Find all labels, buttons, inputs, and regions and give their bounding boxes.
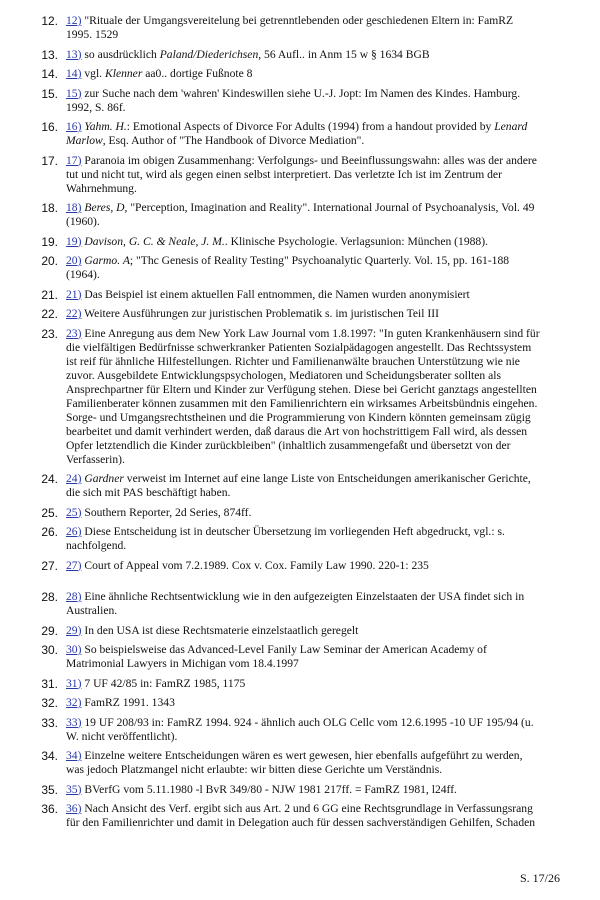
footnote-item	[0, 288, 600, 302]
footnote-text-segment: , Esq. Author of "The Handbook of Divorce Mediation".	[102, 134, 365, 147]
footnote-backlink[interactable]: 34)	[66, 749, 82, 762]
footnote-author-italic: Yahm. H.	[84, 120, 127, 133]
footnote-text-segment: verweist im Internet auf eine lange Liste von Entscheidungen amerikanischer Gerichte, die sich mit PAS beschäftigt haben.	[66, 472, 531, 499]
footnote-item	[0, 327, 600, 467]
footnote-text	[66, 716, 540, 744]
footnote-text-segment: so ausdrücklich	[81, 47, 160, 61]
footnote-backlink[interactable]: 21)	[66, 287, 82, 301]
footnote-item	[0, 677, 600, 691]
footnote-text	[66, 506, 540, 520]
footnote-text-segment: , "Perception, Imagination and Reality". International Journal of Psychoanalysis, Vol. 49 (1960).	[66, 201, 535, 228]
footnote-text	[66, 67, 540, 81]
footnote-text-segment: 19 UF 208/93 in: FamRZ 1994. 924 - ähnlich auch OLG Cellc vom 12.6.1995 -10 UF 195/94 (u. W. nicht veröffentlicht).	[66, 715, 534, 743]
footnote-text-segment: , 56 Aufl.. in Anm 15 w § 1634 BGB	[258, 47, 430, 61]
footnote-author-italic: Lenard Marlow	[66, 120, 528, 147]
footnote-item	[0, 201, 600, 229]
footnote-backlink[interactable]: 15)	[66, 86, 82, 100]
footnote-number: 16.	[41, 120, 58, 134]
footnote-text	[66, 643, 540, 671]
footnote-number: 26.	[41, 525, 58, 539]
footnote-number: 18.	[41, 201, 58, 215]
footnote-item	[0, 48, 600, 62]
footnote-text	[66, 201, 540, 229]
footnote-backlink[interactable]: 24)	[66, 472, 82, 485]
footnote-text-segment: Das Beispiel ist einem aktuellen Fall entnommen, die Namen wurden anonymisiert	[81, 287, 470, 301]
footnote-text-segment: vgl.	[81, 67, 105, 80]
footnote-backlink[interactable]: 27)	[66, 558, 82, 572]
footnote-number: 15.	[41, 86, 58, 101]
footnote-text-segment: Southern Reporter, 2d Series, 874ff.	[81, 505, 252, 519]
footnote-backlink[interactable]: 32)	[66, 696, 82, 709]
footnote-backlink[interactable]: 26)	[66, 525, 82, 538]
footnote-text-segment: : Emotional Aspects of Divorce For Adults (1994) from a handout provided by	[126, 120, 495, 133]
footnote-item	[0, 696, 600, 710]
footnote-text-segment: ; "Thc Genesis of Reality Testing" Psychoanalytic Quarterly. Vol. 15, pp. 161-188 (1964).	[66, 254, 510, 281]
footnote-text	[66, 525, 540, 553]
footnote-text	[66, 235, 540, 249]
footnote-item	[0, 67, 600, 81]
footnote-item	[0, 716, 600, 744]
footnote-item	[0, 14, 600, 42]
footnote-number: 12.	[41, 14, 58, 28]
footnote-number: 31.	[41, 676, 58, 691]
footnote-list	[0, 14, 600, 836]
footnote-number: 27.	[41, 558, 58, 573]
footnote-number: 19.	[41, 234, 58, 249]
footnote-text-segment: Nach Ansicht des Verf. ergibt sich aus Art. 2 und 6 GG eine Rechtsgrundlage in Verfassungsrang für den Familienrichter und damit in Delegation auch für dessen sachverständigen Gehilfen, Schaden	[66, 802, 536, 829]
footnote-text	[66, 559, 540, 573]
footnote-backlink[interactable]: 14)	[66, 67, 82, 80]
footnote-number: 28.	[41, 590, 58, 604]
footnote-text	[66, 48, 540, 62]
footnote-text-segment: BVerfG vom 5.11.1980 -l BvR 349/80 - NJW 1981 217ff. = FamRZ 1981, l24ff.	[81, 782, 457, 796]
footnote-text	[66, 677, 540, 691]
footnote-backlink[interactable]: 33)	[66, 715, 82, 729]
footnote-backlink[interactable]: 30)	[66, 643, 82, 656]
footnote-author-italic: Klenner	[104, 67, 143, 80]
footnote-item	[0, 783, 600, 797]
footnote-text-segment: Einzelne weitere Entscheidungen wären es wert gewesen, hier ebenfalls aufgeführt zu werden, was jedoch Platzmangel nicht erlaubte: wir bitten diese Gerichte um Verständnis.	[66, 749, 523, 776]
footnote-author-italic: Gardner	[84, 472, 124, 485]
footnote-text	[66, 254, 540, 282]
footnote-text-segment: . Klinische Psychologie. Verlagsunion: München (1988).	[224, 234, 488, 248]
footnote-text-segment: Diese Entscheidung ist in deutscher Übersetzung im vorliegenden Heft abgedruckt, vgl.: s. nachfolgend.	[66, 525, 505, 552]
footnote-item	[0, 254, 600, 282]
footnote-text	[66, 783, 540, 797]
footnote-item	[0, 307, 600, 321]
footnote-text-segment: Court of Appeal vom 7.2.1989. Cox v. Cox. Family Law 1990. 220-1: 235	[81, 558, 429, 572]
footnote-author-italic: Davison, G. C. & Neale, J. M.	[84, 234, 225, 248]
footnote-number: 30.	[41, 643, 58, 657]
footnote-backlink[interactable]: 16)	[66, 120, 82, 133]
footnote-backlink[interactable]: 12)	[66, 14, 82, 27]
footnote-number: 23.	[41, 326, 58, 341]
footnote-text-segment: Eine Anregung aus dem New York Law Journal vom 1.8.1997: "In guten Krankenhäusern sind für die vielfältigen Bedürfnisse schwerkranker Patienten Sozialpädagogen angestellt. Das Rechtssystem ist reif für ähnliche Hilfestellungen. Richter und Familienanwälte brauchen Unterstützung wie nie zuvor. Ausgebildete Entwicklungspsychologen, Mediatoren und Scheidungsberater sollten als Ansprechpartner für Eltern und Kinder zur Verfügung stehen. Diese bei Gericht ganztags angestellten Familienberater können zusammen mit den Familienrichtern ein wirksames Arbeitsbündnis eingehen. Sorge- und Umgangsrechtstheinen und die Programmierung von Kindern könnten gemeinsam zügig bearbeitet und damit verhindert werden, daß daraus die Art von hochstrittigem Fall wird, als dessen Opfer letztendlich die Kinder zurückbleiben" (inhaltlich zusammengefaßt und übersetzt von der Verfasserin).	[66, 326, 540, 466]
page-number: S. 17/26	[519, 871, 560, 885]
footnote-backlink[interactable]: 19)	[66, 234, 82, 248]
footnote-text	[66, 327, 540, 467]
footnote-item	[0, 87, 600, 115]
footnote-item	[0, 472, 600, 500]
footnote-item	[0, 120, 600, 148]
footnote-text	[66, 802, 540, 830]
footnote-number: 14.	[41, 67, 58, 81]
footnote-text	[66, 749, 540, 777]
footnote-text	[66, 87, 540, 115]
footnote-backlink[interactable]: 17)	[66, 153, 82, 167]
footnote-number: 35.	[41, 782, 58, 797]
footnote-text-segment: aa0.. dortige Fußnote 8	[142, 67, 253, 80]
footnote-number: 13.	[41, 47, 58, 62]
footnote-number: 22.	[41, 307, 58, 321]
footnote-backlink[interactable]: 20)	[66, 254, 82, 267]
footnote-item	[0, 525, 600, 553]
footnote-backlink[interactable]: 18)	[66, 201, 82, 214]
footnote-author-italic: Beres, D	[84, 201, 125, 214]
footnote-text-segment: zur Suche nach dem 'wahren' Kindeswillen siehe U.-J. Jopt: Im Namen des Kindes. Hamburg. 1992, S. 86f.	[66, 86, 521, 114]
footnote-backlink[interactable]: 31)	[66, 676, 82, 690]
footnote-text-segment: FamRZ 1991. 1343	[81, 696, 175, 709]
footnote-backlink[interactable]: 29)	[66, 623, 82, 637]
footnote-number: 17.	[41, 153, 58, 168]
footnote-item	[0, 643, 600, 671]
footnote-number: 24.	[41, 472, 58, 486]
footnote-text-segment: In den USA ist diese Rechtsmaterie einzelstaatlich geregelt	[81, 623, 359, 637]
footnote-number: 32.	[41, 696, 58, 710]
footnote-text	[66, 472, 540, 500]
footnote-backlink[interactable]: 35)	[66, 782, 82, 796]
footnote-text	[66, 154, 540, 196]
footnote-number: 25.	[41, 505, 58, 520]
footnote-text-segment: "Rituale der Umgangsvereitelung bei getrenntlebenden oder geschiedenen Eltern in: FamRZ 1995. 1529	[66, 14, 514, 41]
footnote-backlink[interactable]: 36)	[66, 802, 82, 815]
footnote-number: 34.	[41, 749, 58, 763]
footnote-item	[0, 590, 600, 618]
footnote-backlink[interactable]: 13)	[66, 47, 82, 61]
footnote-text-segment: Paranoia im obigen Zusammenhang: Verfolgungs- und Beeinflussungswahn: alles was der andere tut und nicht tut, wird als gegen einen selbst interpretiert. Das verletzte Ich ist im Zentrum der Wahrnehmung.	[66, 153, 537, 195]
footnote-text-segment: 7 UF 42/85 in: FamRZ 1985, 1175	[81, 676, 246, 690]
footnote-text	[66, 14, 540, 42]
footnote-text-segment: Weitere Ausführungen zur juristischen Problematik s. im juristischen Teil III	[81, 307, 439, 320]
footnote-item	[0, 506, 600, 520]
footnote-author-italic: Paland/Diederichsen	[159, 47, 259, 61]
footnote-number: 33.	[41, 715, 58, 730]
footnote-text	[66, 120, 540, 148]
footnote-text-segment: Eine ähnliche Rechtsentwicklung wie in den aufgezeigten Einzelstaaten der USA findet sich in Australien.	[66, 590, 525, 617]
footnote-backlink[interactable]: 28)	[66, 590, 82, 603]
footnote-text	[66, 696, 540, 710]
footnote-item	[0, 749, 600, 777]
footnote-number: 20.	[41, 254, 58, 268]
footnote-author-italic: Garmo. A	[84, 254, 130, 267]
footnote-item	[0, 802, 600, 830]
footnote-backlink[interactable]: 25)	[66, 505, 82, 519]
footnote-item	[0, 624, 600, 638]
footnote-item	[0, 154, 600, 196]
footnote-number: 21.	[41, 287, 58, 302]
footnote-text	[66, 624, 540, 638]
footnote-text	[66, 307, 540, 321]
footnote-text	[66, 288, 540, 302]
footnote-number: 29.	[41, 623, 58, 638]
footnote-gap	[0, 578, 600, 590]
footnote-text	[66, 590, 540, 618]
footnote-item	[0, 559, 600, 573]
footnote-item	[0, 235, 600, 249]
footnote-backlink[interactable]: 23)	[66, 326, 82, 340]
footnote-backlink[interactable]: 22)	[66, 307, 82, 320]
footnote-text-segment: So beispielsweise das Advanced-Level Fanily Law Seminar der American Academy of Matrimonial Lawyers in Michigan vom 18.4.1997	[66, 643, 487, 670]
footnote-number: 36.	[41, 802, 58, 816]
